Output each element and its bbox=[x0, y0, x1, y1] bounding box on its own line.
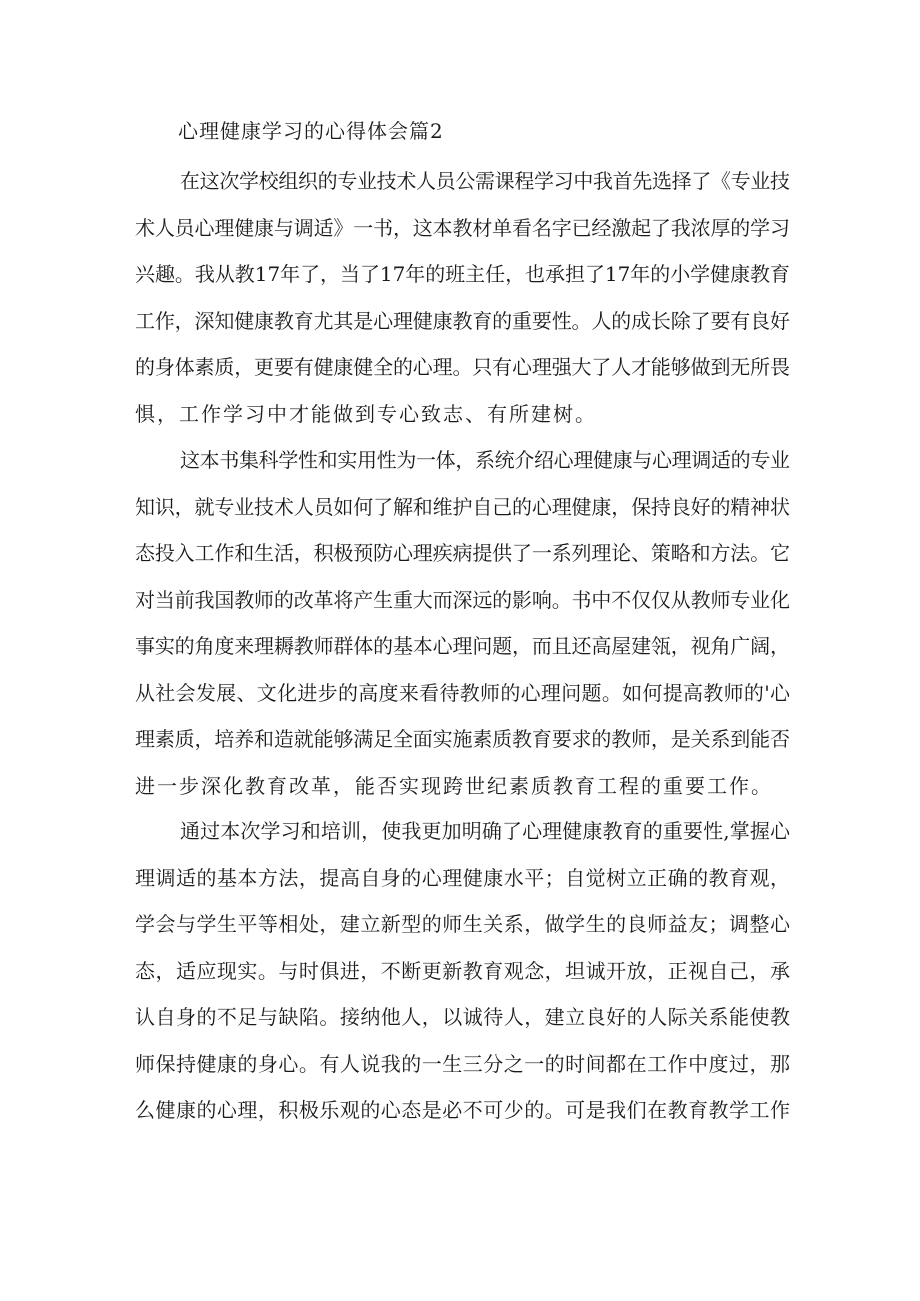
paragraph-line: 态，适应现实。与时俱进，不断更新教育观念，坦诚开放，正视自己，承 bbox=[135, 958, 791, 983]
paragraph-line: 通过本次学习和培训，使我更加明确了心理健康教育的重要性,掌握心 bbox=[180, 819, 791, 843]
paragraph-line: 态投入工作和生活，积极预防心理疾病提供了一系列理论、策略和方法。它 bbox=[135, 541, 790, 565]
paragraph-line: 进一步深化教育改革，能否实现跨世纪素质教育工程的重要工作。 bbox=[135, 773, 773, 798]
paragraph-line: 对当前我国教师的改革将产生重大而深远的影响。书中不仅仅从教师专业化 bbox=[135, 587, 790, 612]
paragraph-line: 理调适的基本方法，提高自身的心理健康水平；自觉树立正确的教育观， bbox=[135, 865, 791, 890]
paragraph-line: 兴趣。我从教17年了，当了17年的班主任，也承担了17年的小学健康教育 bbox=[135, 262, 790, 286]
paragraph-line: 学会与学生平等相处，建立新型的师生关系，做学生的良师益友；调整心 bbox=[135, 912, 791, 936]
paragraph-line: 知识，就专业技术人员如何了解和维护自己的心理健康，保持良好的精神状 bbox=[135, 494, 790, 519]
paragraph-line: 惧，工作学习中才能做到专心致志、有所建树。 bbox=[135, 401, 597, 426]
paragraph-line: 理素质，培养和造就能够满足全面实施素质教育要求的教师，是关系到能否 bbox=[135, 727, 790, 751]
paragraph-line: 的身体素质，更要有健康健全的心理。只有心理强大了人才能够做到无所畏 bbox=[135, 355, 790, 379]
paragraph-line: 术人员心理健康与调适》一书，这本教材单看名字已经激起了我浓厚的学习 bbox=[135, 215, 790, 240]
paragraph-line: 认自身的不足与缺陷。接纳他人，以诚待人，建立良好的人际关系能使教 bbox=[135, 1005, 791, 1029]
paragraph-line: 这本书集科学性和实用性为一体，系统介绍心理健康与心理调适的专业 bbox=[180, 448, 790, 472]
paragraph-line: 在这次学校组织的专业技术人员公需课程学习中我首先选择了《专业技 bbox=[180, 169, 790, 193]
paragraph-line: 事实的角度来理耨教师群体的基本心理问题，而且还高屋建瓴，视角广阔， bbox=[135, 634, 790, 658]
paragraph-line: 么健康的心理，积极乐观的心态是必不可少的。可是我们在教育教学工作 bbox=[135, 1098, 791, 1122]
paragraph-line: 从社会发展、文化进步的高度来看待教师的心理问题。如何提高教师的'心 bbox=[135, 680, 791, 705]
paragraph-line: 师保持健康的身心。有人说我的一生三分之一的时间都在工作中度过，那 bbox=[135, 1051, 791, 1076]
document-title: 心理健康学习的心得体会篇2 bbox=[178, 119, 444, 143]
paragraph-line: 工作，深知健康教育尤其是心理健康教育的重要性。人的成长除了要有良好 bbox=[135, 308, 790, 333]
